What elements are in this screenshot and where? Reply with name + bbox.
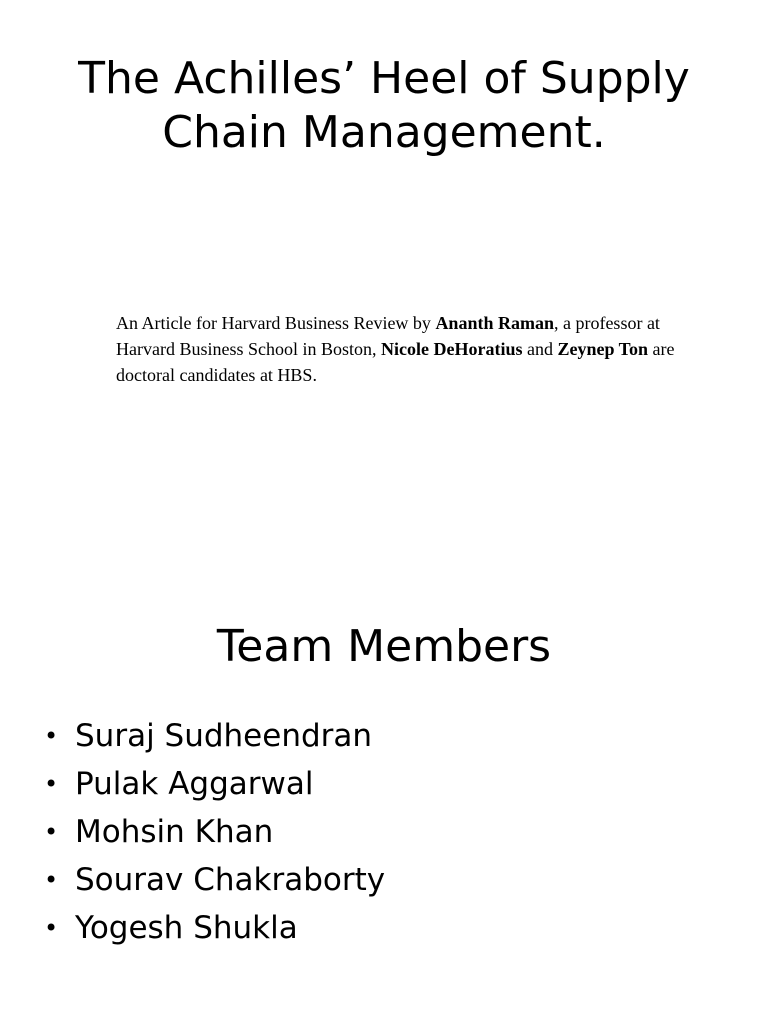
list-item xyxy=(44,808,385,856)
bullet-icon: • xyxy=(44,818,59,846)
bullet-icon: • xyxy=(44,914,59,942)
team-members-title: Team Members xyxy=(216,621,552,672)
list-item xyxy=(44,760,385,808)
member-name: Suraj Sudheendran xyxy=(75,718,373,754)
title-line-1: The Achilles’ Heel of Supply xyxy=(78,53,690,104)
author-ananth-raman: Ananth Raman xyxy=(435,313,554,333)
list-item xyxy=(44,904,385,952)
list-item xyxy=(44,712,385,760)
author-zeynep-ton: Zeynep Ton xyxy=(557,339,649,359)
byline-text-1: An Article for Harvard Business Review by xyxy=(116,313,436,333)
member-name: Sourav Chakraborty xyxy=(75,862,386,898)
article-byline xyxy=(116,310,676,388)
article-title xyxy=(0,52,768,160)
title-line-2: Chain Management. xyxy=(162,107,606,158)
member-name: Yogesh Shukla xyxy=(75,910,298,946)
bullet-icon: • xyxy=(44,722,59,750)
byline-text-3: and xyxy=(522,339,558,359)
bullet-icon: • xyxy=(44,866,59,894)
author-nicole-dehoratius: Nicole DeHoratius xyxy=(381,339,523,359)
team-members-list xyxy=(44,712,385,952)
member-name: Pulak Aggarwal xyxy=(75,766,314,802)
byline-text-2: , a professor at Harvard Business School in Boston, xyxy=(116,313,660,359)
slide-2 xyxy=(0,512,768,1024)
byline-text-4: are doctoral candidates at HBS. xyxy=(116,339,675,385)
list-item xyxy=(44,856,385,904)
bullet-icon: • xyxy=(44,770,59,798)
member-name: Mohsin Khan xyxy=(75,814,274,850)
